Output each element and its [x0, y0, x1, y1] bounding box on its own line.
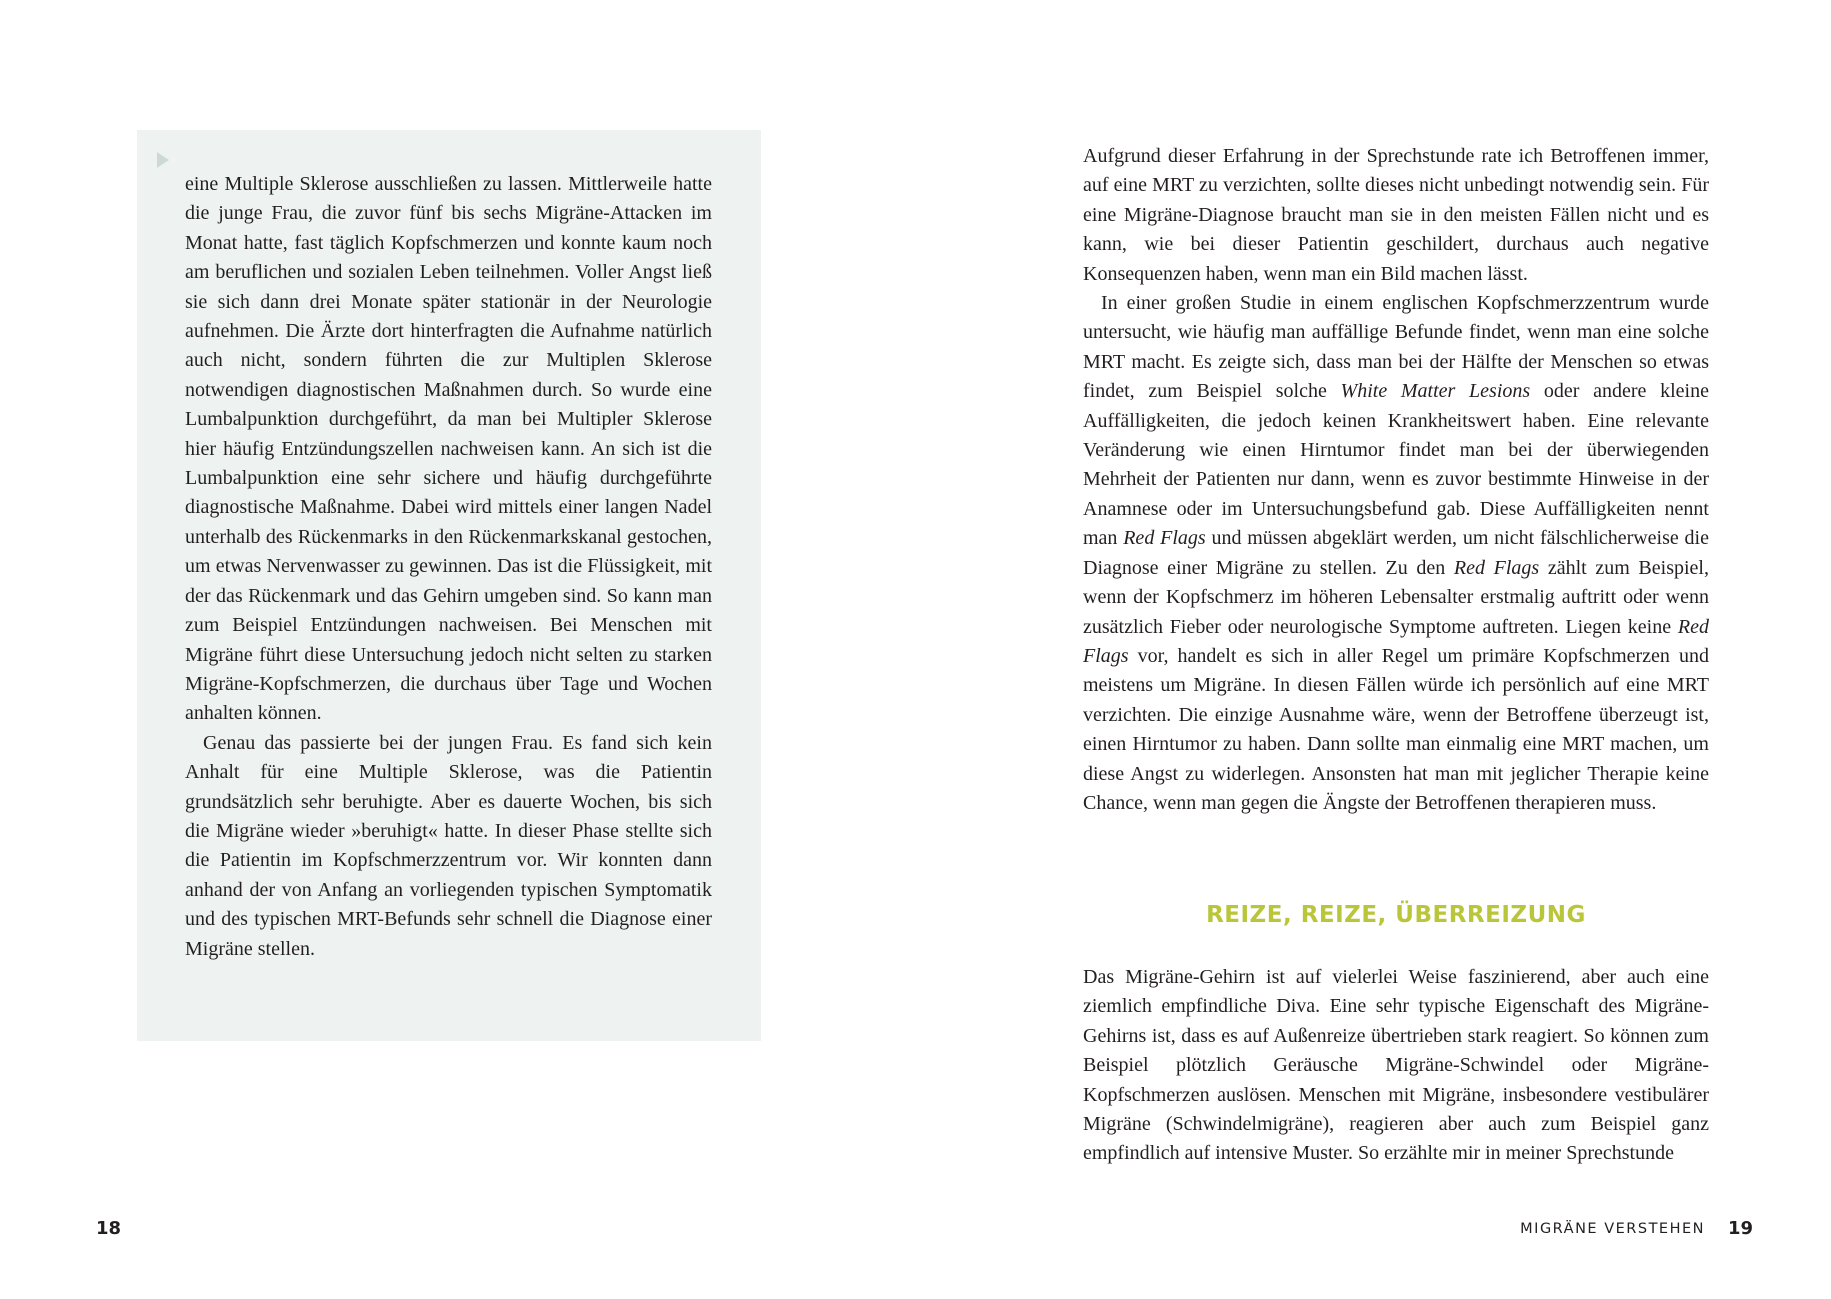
page-number-left: 18 [96, 1218, 122, 1239]
page-number-right: 19 [1728, 1218, 1754, 1239]
right-page [915, 0, 1831, 1299]
callout-text [185, 170, 712, 964]
italic-term: Red Flags [1453, 556, 1540, 579]
section-heading: REIZE, REIZE, ÜBERREIZUNG [1206, 902, 1586, 928]
callout-paragraph: Genau das passierte bei der jungen Frau. Es fand sich kein Anhalt für eine Multiple Sklerose, was die Patientin grundsätzlich sehr beruhigte. Aber es dauerte Wochen, bis sich die Migräne wieder »beruhigt« hatte. In dieser Phase stellte sich die Patientin im Kopfschmerzzentrum vor. Wir konnten dann anhand der von Anfang an vorliegenden typischen Symptomatik und des typischen MRT-Befunds sehr schnell die Diagnose einer Migräne stellen. [185, 731, 712, 960]
callout-paragraph: eine Multiple Sklerose ausschließen zu lassen. Mittlerweile hatte die junge Frau, die zuvor fünf bis sechs Migräne-Attacken im Monat hatte, fast täglich Kopfschmerzen und konnte kaum noch am beruflichen und sozialen Leben teilnehmen. Voller Angst ließ sie sich dann drei Monate später stationär in der Neurologie aufnehmen. Die Ärzte dort hinterfragten die Aufnahme natürlich auch nicht, sondern führten die zur Multiplen Sklerose notwendigen diagnostischen Maßnahmen durch. So wurde eine Lumbalpunktion durchgeführt, da man bei Multipler Sklerose hier häufig Entzündungszellen nachweisen kann. An sich ist die Lumbalpunktion eine sehr sichere und häufig durchgeführte diagnostische Maßnahme. Dabei wird mittels einer langen Nadel unterhalb des Rückenmarks in den Rückenmarkskanal gestochen, um etwas Nervenwasser zu gewinnen. Das ist die Flüssigkeit, mit der das Rückenmark und das Gehirn umgeben sind. So kann man zum Beispiel Entzündungen nachweisen. Bei Menschen mit Migräne führt diese Untersuchung jedoch nicht selten zu starken Migräne-Kopfschmerzen, die durchaus über Tage und Wochen anhalten können. [185, 173, 712, 725]
triangle-marker-icon [157, 152, 169, 168]
body-paragraph: Aufgrund dieser Erfahrung in der Sprechstunde rate ich Betroffenen immer, auf eine MRT zu verzichten, sollte dieses nicht unbedingt notwendig sein. Für eine Migräne-Diagnose braucht man sie in den meisten Fällen nicht und es kann, wie bei dieser Patientin geschildert, durchaus auch negative Konsequenzen haben, wenn man ein Bild machen lässt. [1083, 145, 1709, 285]
left-page [0, 0, 915, 1299]
running-head: MIGRÄNE VERSTEHEN [1520, 1221, 1705, 1237]
section-paragraph: Das Migräne-Gehirn ist auf vielerlei Weise faszinierend, aber auch eine ziemlich empfindliche Diva. Eine sehr typische Eigenschaft des Migräne-Gehirns ist, dass es auf Außenreize übertrieben stark reagiert. So können zum Beispiel plötzlich Geräusche Migräne-Schwindel oder Migräne-Kopfschmerzen auslösen. Menschen mit Migräne, insbesondere vestibulärer Migräne (Schwindelmigräne), reagieren aber auch zum Beispiel ganz empfindlich auf intensive Muster. So erzählte mir in meiner Sprechstunde [1083, 966, 1709, 1165]
italic-term: Red Flags [1083, 615, 1709, 667]
italic-term: Red Flags [1123, 527, 1206, 550]
italic-term: White Matter Lesions [1340, 380, 1531, 403]
section-body-text [1083, 963, 1709, 1169]
case-study-callout-box [137, 130, 761, 1041]
body-paragraph: In einer großen Studie in einem englischen Kopfschmerzzentrum wurde untersucht, wie häufig man auffällige Befunde findet, wenn man eine solche MRT macht. Es zeigte sich, dass man bei der Hälfte der Menschen so etwas findet, zum Beispiel solche White Matter Lesions oder andere kleine Auffälligkeiten, die jedoch keinen Krankheitswert haben. Eine relevante Veränderung wie einen Hirntumor findet man bei der überwiegenden Mehrheit der Patienten nur dann, wenn es zuvor bestimmte Hinweise in der Anamnese oder im Untersuchungsbefund gab. Diese Auffälligkeiten nennt man Red Flags und müssen abgeklärt werden, um nicht fälschlicherweise die Diagnose einer Migräne zu stellen. Zu den Red Flags zählt zum Beispiel, wenn der Kopfschmerz im höheren Lebensalter erstmalig auftritt oder wenn zusätzlich Fieber oder neurologische Symptome auftreten. Liegen keine Red Flags vor, handelt es sich in aller Regel um primäre Kopfschmerzen und meistens um Migräne. In diesen Fällen würde ich persönlich auf eine MRT verzichten. Die einzige Ausnahme wäre, wenn der Betroffene überzeugt ist, einen Hirntumor zu haben. Dann sollte man einmalig eine MRT machen, um diese Angst zu widerlegen. Ansonsten hat man mit jeglicher Therapie keine Chance, wenn man gegen die Ängste der Betroffenen therapieren muss. [1083, 292, 1709, 814]
body-text [1083, 142, 1709, 818]
